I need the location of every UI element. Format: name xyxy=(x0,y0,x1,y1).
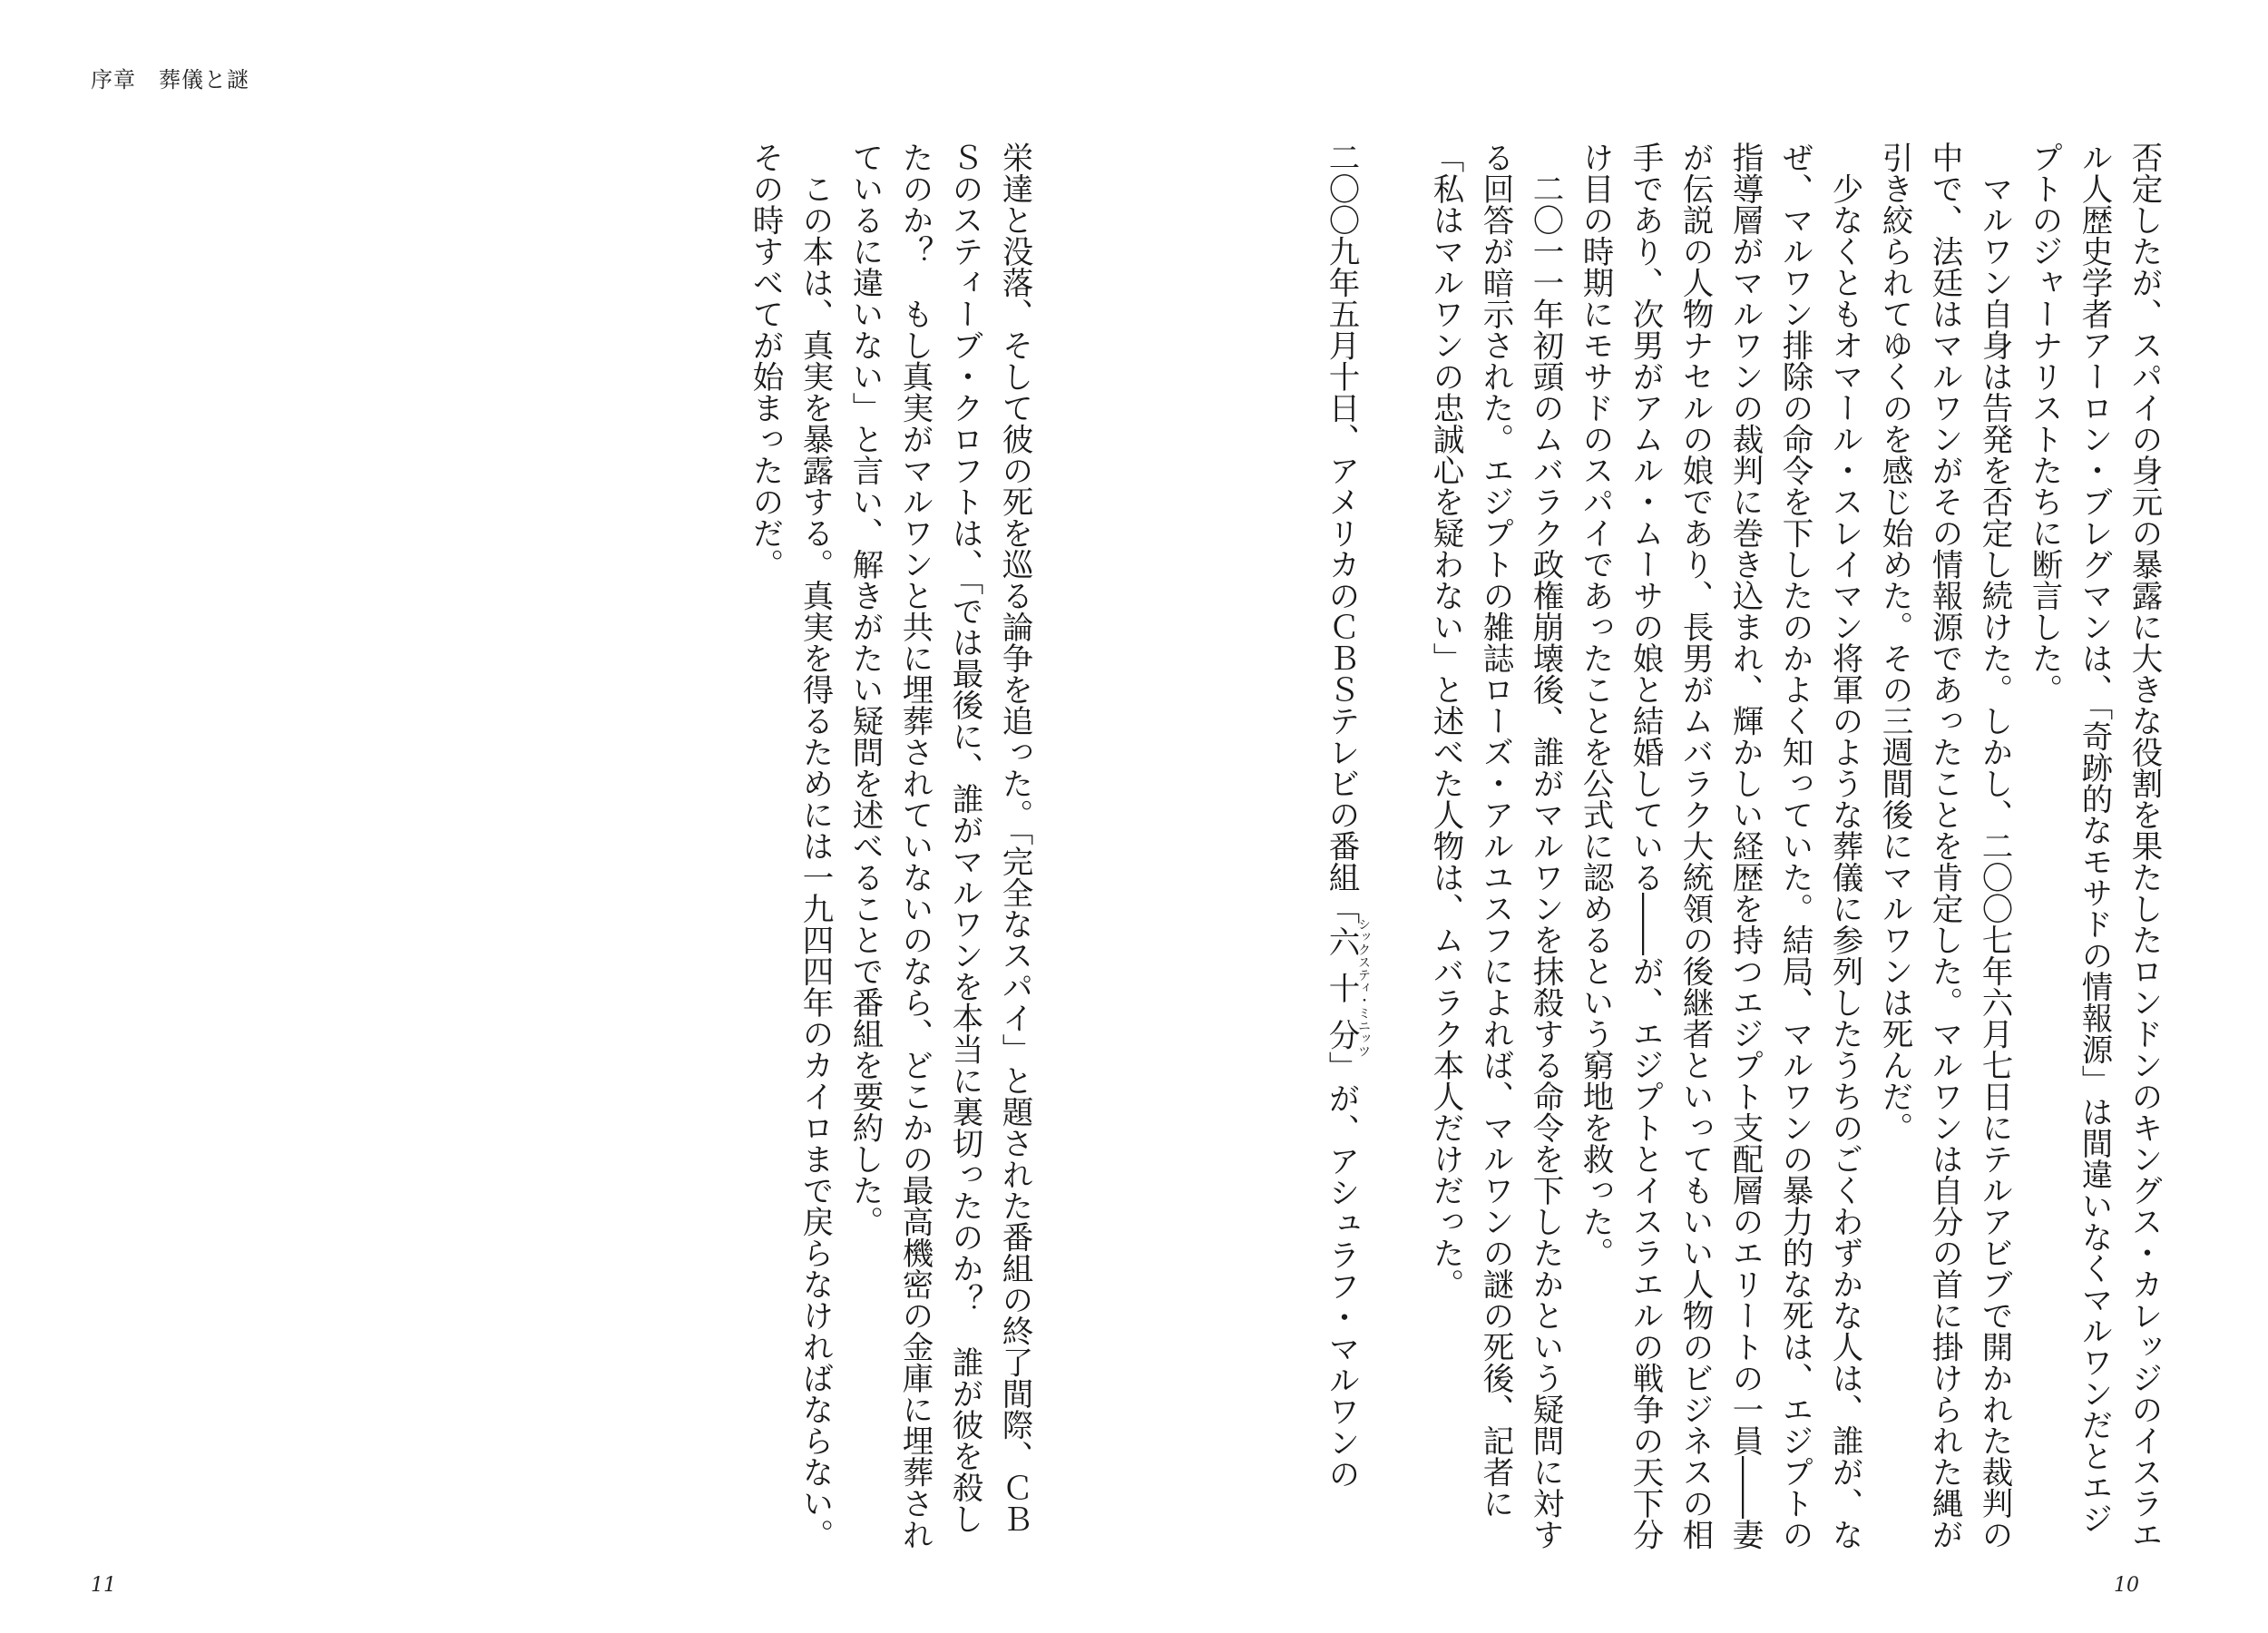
paragraph-6: 栄達と没落、そして彼の死を巡る論争を追った。「完全なスパイ」と題された番組の終了間際、ＣＢＳのスティーブ・クロフトは、「では最後に、誰がマルワンを本当に裏切ったのか？ 誰が彼を殺したのか？ もし真実がマルワンと共に埋葬されていないのなら、どこかの最高機密の金庫に埋葬されているに違いない」と言い、解きがたい疑問を述べることで番組を要約した。 xyxy=(846,142,1032,1550)
paragraph-3: 少なくともオマール・スレイマン将軍のような葬儀に参列したうちのごくわずかな人は、誰が、なぜ、マルワン排除の命令を下したのかよく知っていた。結局、マルワンの暴力的な死は、エジプトの指導層がマルワンの裁判に巻き込まれ、輝かしい経歴を持つエジプト支配層のエリートの一員――妻が伝説の人物ナセルの娘であり、長男がムバラク大統領の後継者といってもいい人物のビジネスの相手であり、次男がアムル・ムーサの娘と結婚している――が、エジプトとイスラエルの戦争の天下分け目の時期にモサドのスパイであったことを公式に認めるという窮地を救った。 xyxy=(1577,142,1862,1550)
running-head: 序章 葬儀と謎 xyxy=(91,67,249,93)
blank-line xyxy=(1370,142,1420,1557)
paragraph-2: マルワン自身は告発を否定し続けた。しかし、二〇〇七年六月七日にテルアビブで開かれた裁判の中で、法廷はマルワンがその情報源であったことを肯定した。マルワンは自分の首に掛けられた縄が引き絞られてゆくのを感じ始めた。その三週間後にマルワンは死んだ。 xyxy=(1876,142,2012,1550)
paragraph-5-after: 」が、アシュラフ・マルワンの xyxy=(1323,1051,1359,1490)
program-title-reading: シックスティ・ミニッツ xyxy=(1356,917,1371,1058)
page-number-left: 11 xyxy=(91,1574,116,1597)
paragraph-5-before: 二〇〇九年五月十日、アメリカのＣＢＳテレビの番組「 xyxy=(1323,142,1359,924)
left-page-text xyxy=(658,142,1039,1557)
paragraph-5 xyxy=(1315,142,1370,1557)
program-title-ruby xyxy=(1323,917,1371,1058)
right-page-text xyxy=(1277,142,2168,1557)
paragraph-7: この本は、真実を暴露する。真実を得るためには一九四四年のカイロまで戻らなければならない。その時すべてが始まったのだ。 xyxy=(747,142,833,1550)
paragraph-4: 二〇一一年初頭のムバラク政権崩壊後、誰がマルワンを抹殺する命令を下したかという疑問に対する回答が暗示された。エジプトの雑誌ローズ・アルユスフによれば、マルワンの謎の死後、記者に「私はマルワンの忠誠心を疑わない」と述べた人物は、ムバラク本人だけだった。 xyxy=(1427,142,1563,1550)
program-title-base: 六十分 xyxy=(1323,917,1359,1058)
page-number-right: 10 xyxy=(2114,1574,2139,1597)
paragraph-1: 否定したが、スパイの身元の暴露に大きな役割を果たしたロンドンのキングス・カレッジのイスラエル人歴史学者アーロン・ブレグマンは、「奇跡的なモサドの情報源」は間違いなくマルワンだとエジプトのジャーナリストたちに断言した。 xyxy=(2026,142,2162,1550)
